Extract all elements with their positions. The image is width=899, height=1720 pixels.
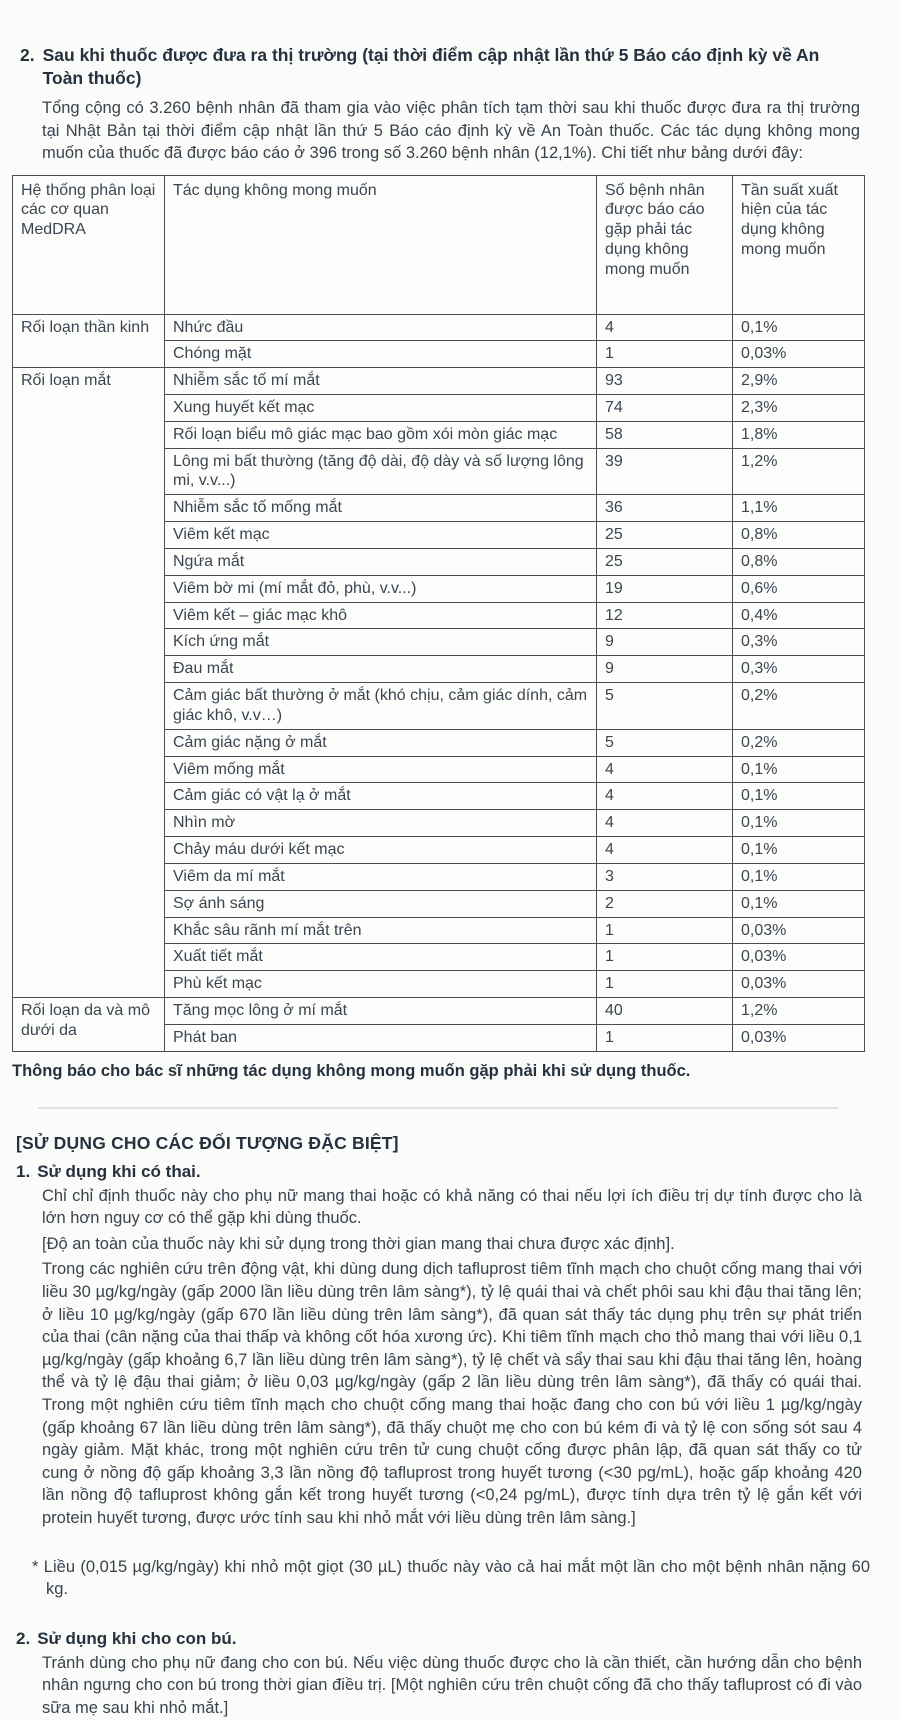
organ-system-cell: Rối loạn da và mô dưới da [13, 998, 165, 1052]
adverse-effect-cell: Xung huyết kết mạc [165, 394, 597, 421]
patient-count-cell: 25 [597, 522, 733, 549]
pregnancy-paragraph-2: [Độ an toàn của thuốc này khi sử dụng trong thời gian mang thai chưa được xác định]. [42, 1234, 675, 1253]
patient-count-cell: 5 [597, 683, 733, 730]
adverse-effect-cell: Nhiễm sắc tố mống mắt [165, 495, 597, 522]
frequency-cell: 0,8% [733, 522, 865, 549]
adverse-effect-cell: Viêm da mí mắt [165, 863, 597, 890]
patient-count-cell: 1 [597, 341, 733, 368]
section-heading-post-market [20, 44, 872, 90]
intro-paragraph: Tổng cộng có 3.260 bệnh nhân đã tham gia vào việc phân tích tạm thời sau khi thuốc được đưa ra thị trường tại Nhật Bản tại thời điểm cập nhật lần thứ 5 Báo cáo định kỳ về An Toàn thuốc. Các tác dụng không mong muốn của thuốc đã được báo cáo ở 396 trong số 3.260 bệnh nhân (12,1%). Chi tiết như bảng dưới đây: [42, 99, 860, 163]
adverse-effect-cell: Nhức đầu [165, 314, 597, 341]
frequency-cell: 0,6% [733, 575, 865, 602]
adverse-effect-cell: Phù kết mạc [165, 971, 597, 998]
frequency-cell: 2,9% [733, 368, 865, 395]
patient-count-cell: 1 [597, 1024, 733, 1051]
patient-count-cell: 4 [597, 810, 733, 837]
patient-count-cell: 9 [597, 656, 733, 683]
frequency-cell: 1,8% [733, 421, 865, 448]
frequency-cell: 0,03% [733, 1024, 865, 1051]
adverse-effect-cell: Xuất tiết mắt [165, 944, 597, 971]
frequency-cell: 1,2% [733, 998, 865, 1025]
frequency-cell: 0,1% [733, 810, 865, 837]
adverse-effect-cell: Cảm giác bất thường ở mắt (khó chịu, cảm giác dính, cảm giác khô, v.v…) [165, 683, 597, 730]
frequency-cell: 1,2% [733, 448, 865, 495]
patient-count-cell: 4 [597, 756, 733, 783]
patient-count-cell: 58 [597, 421, 733, 448]
table-row [13, 368, 865, 395]
patient-count-cell: 36 [597, 495, 733, 522]
patient-count-cell: 4 [597, 837, 733, 864]
adverse-effect-cell: Viêm bờ mi (mí mắt đỏ, phù, v.v...) [165, 575, 597, 602]
section-divider [38, 1107, 838, 1109]
patient-count-cell: 93 [597, 368, 733, 395]
pregnancy-title: Sử dụng khi có thai. [37, 1161, 201, 1181]
adverse-effects-table [12, 175, 865, 1052]
adverse-effect-cell: Khắc sâu rãnh mí mắt trên [165, 917, 597, 944]
patient-count-cell: 4 [597, 314, 733, 341]
header-patient-count: Số bệnh nhân được báo cáo gặp phải tác dụng không mong muốn [597, 175, 733, 314]
frequency-cell: 0,1% [733, 863, 865, 890]
lactation-heading [16, 1629, 877, 1649]
frequency-cell: 0,03% [733, 341, 865, 368]
patient-count-cell: 1 [597, 971, 733, 998]
frequency-cell: 1,1% [733, 495, 865, 522]
lactation-title: Sử dụng khi cho con bú. [37, 1628, 237, 1648]
adverse-effect-cell: Viêm kết mạc [165, 522, 597, 549]
adverse-effect-cell: Viêm mống mắt [165, 756, 597, 783]
frequency-cell: 0,1% [733, 890, 865, 917]
header-adverse-effect: Tác dụng không mong muốn [165, 175, 597, 314]
frequency-cell: 0,8% [733, 548, 865, 575]
patient-count-cell: 5 [597, 729, 733, 756]
patient-count-cell: 12 [597, 602, 733, 629]
header-frequency: Tần suất xuất hiện của tác dụng không mong muốn [733, 175, 865, 314]
frequency-cell: 0,03% [733, 917, 865, 944]
patient-count-cell: 1 [597, 944, 733, 971]
pregnancy-number: 1. [16, 1161, 31, 1181]
adverse-effect-cell: Chóng mặt [165, 341, 597, 368]
pregnancy-heading [16, 1162, 877, 1182]
adverse-effect-cell: Sợ ánh sáng [165, 890, 597, 917]
frequency-cell: 0,03% [733, 971, 865, 998]
patient-count-cell: 2 [597, 890, 733, 917]
frequency-cell: 2,3% [733, 394, 865, 421]
patient-count-cell: 25 [597, 548, 733, 575]
adverse-effect-cell: Tăng mọc lông ở mí mắt [165, 998, 597, 1025]
adverse-effect-cell: Ngứa mắt [165, 548, 597, 575]
patient-count-cell: 74 [597, 394, 733, 421]
frequency-cell: 0,3% [733, 656, 865, 683]
frequency-cell: 0,4% [733, 602, 865, 629]
adverse-effect-cell: Nhiễm sắc tố mí mắt [165, 368, 597, 395]
lactation-number: 2. [16, 1628, 31, 1648]
adverse-effect-cell: Lông mi bất thường (tăng độ dài, độ dày và số lượng lông mi, v.v...) [165, 448, 597, 495]
adverse-effect-cell: Đau mắt [165, 656, 597, 683]
frequency-cell: 0,1% [733, 783, 865, 810]
organ-system-cell: Rối loạn thần kinh [13, 314, 165, 368]
frequency-cell: 0,03% [733, 944, 865, 971]
patient-count-cell: 39 [597, 448, 733, 495]
frequency-cell: 0,1% [733, 314, 865, 341]
dose-footnote: * Liều (0,015 µg/kg/ngày) khi nhỏ một giọt (30 µL) thuốc này vào cả hai mắt một lần cho một bệnh nhân nặng 60 kg. [32, 1557, 870, 1599]
special-use-heading: [SỬ DỤNG CHO CÁC ĐỐI TƯỢNG ĐẶC BIỆT] [16, 1132, 399, 1153]
adverse-effect-cell: Viêm kết – giác mạc khô [165, 602, 597, 629]
adverse-effect-cell: Phát ban [165, 1024, 597, 1051]
frequency-cell: 0,1% [733, 756, 865, 783]
adverse-effect-cell: Kích ứng mắt [165, 629, 597, 656]
patient-count-cell: 1 [597, 917, 733, 944]
patient-count-cell: 3 [597, 863, 733, 890]
patient-count-cell: 40 [597, 998, 733, 1025]
section-title: Sau khi thuốc được đưa ra thị trường (tại thời điểm cập nhật lần thứ 5 Báo cáo định kỳ về An Toàn thuốc) [42, 45, 820, 89]
patient-count-cell: 9 [597, 629, 733, 656]
lactation-paragraph: Tránh dùng cho phụ nữ đang cho con bú. Nếu việc dùng thuốc được cho là cần thiết, cần hướng dẫn cho bệnh nhân ngưng cho con bú trong thời gian điều trị. [Một nghiên cứu trên chuột cống đã cho thấy tafluprost có đi vào sữa mẹ sau khi nhỏ mắt.] [42, 1653, 862, 1717]
frequency-cell: 0,3% [733, 629, 865, 656]
adverse-effect-cell: Chảy máu dưới kết mạc [165, 837, 597, 864]
adverse-effect-cell: Cảm giác nặng ở mắt [165, 729, 597, 756]
adverse-effects-tbody [13, 314, 865, 1051]
spacer [20, 1601, 877, 1621]
adverse-effect-cell: Rối loạn biểu mô giác mạc bao gồm xói mòn giác mạc [165, 421, 597, 448]
table-row [13, 998, 865, 1025]
doctor-notice: Thông báo cho bác sĩ những tác dụng không mong muốn gặp phải khi sử dụng thuốc. [12, 1061, 691, 1080]
patient-count-cell: 19 [597, 575, 733, 602]
pregnancy-paragraph-3: Trong các nghiên cứu trên động vật, khi dùng dung dịch tafluprost tiêm tĩnh mạch cho chuột cống mang thai với liều 30 µg/kg/ngày (gấp 2000 lần liều dùng trên lâm sàng*), tỷ lệ quái thai và chết phôi sau khi đậu thai tăng lên; ở liều 10 µg/kg/ngày (gấp 670 lần liều dùng trên lâm sàng*), đã quan sát thấy tác dụng phụ trên sự phát triển của thai (cân nặng của thai thấp và không cốt hóa xương ức). Khi tiêm tĩnh mạch cho thỏ mang thai với liều 0,1 µg/kg/ngày (gấp khoảng 6,7 lần liều dùng trên lâm sàng*), tỷ lệ chết và sẩy thai sau khi đậu thai tăng lên, hoàng thể và tỷ lệ đậu thai giảm; ở liều 0,03 µg/kg/ngày (gấp 2 lần liều dùng trên lâm sàng*), đã thấy có quái thai. Trong một nghiên cứu tiêm tĩnh mạch cho chuột cống mang thai hoặc đang cho con bú với liều 1 µg/kg/ngày (gấp khoảng 67 lần liều dùng trên lâm sàng*), đã thấy chuột mẹ cho con bú kém đi và tỷ lệ con sống sót sau 4 ngày giảm. Mặt khác, trong một nghiên cứu trên tử cung chuột cống được phân lập, đã quan sát thấy co tử cung ở nồng độ gấp khoảng 3,3 lần nồng độ tafluprost trong huyết tương (<30 pg/mL), hoặc gấp khoảng 420 lần nồng độ tafluprost không gắn kết trong huyết tương (<0,24 pg/mL), được tính dựa trên tỷ lệ gắn kết với protein huyết tương, được ước tính sau khi nhỏ mắt với liều dùng trên lâm sàng.] [42, 1260, 862, 1527]
pregnancy-paragraph-1: Chỉ chỉ định thuốc này cho phụ nữ mang thai hoặc có khả năng có thai nếu lợi ích điều trị dự tính được cho là lớn hơn nguy cơ có thể gặp khi dùng thuốc. [42, 1186, 862, 1228]
table-header-row [13, 175, 865, 314]
header-organ-system: Hệ thống phân loại các cơ quan MedDRA [13, 175, 165, 314]
organ-system-cell: Rối loạn mắt [13, 368, 165, 998]
frequency-cell: 0,2% [733, 729, 865, 756]
frequency-cell: 0,1% [733, 837, 865, 864]
table-row [13, 314, 865, 341]
frequency-cell: 0,2% [733, 683, 865, 730]
section-number: 2. [20, 45, 35, 65]
patient-count-cell: 4 [597, 783, 733, 810]
adverse-effect-cell: Nhìn mờ [165, 810, 597, 837]
adverse-effect-cell: Cảm giác có vật lạ ở mắt [165, 783, 597, 810]
